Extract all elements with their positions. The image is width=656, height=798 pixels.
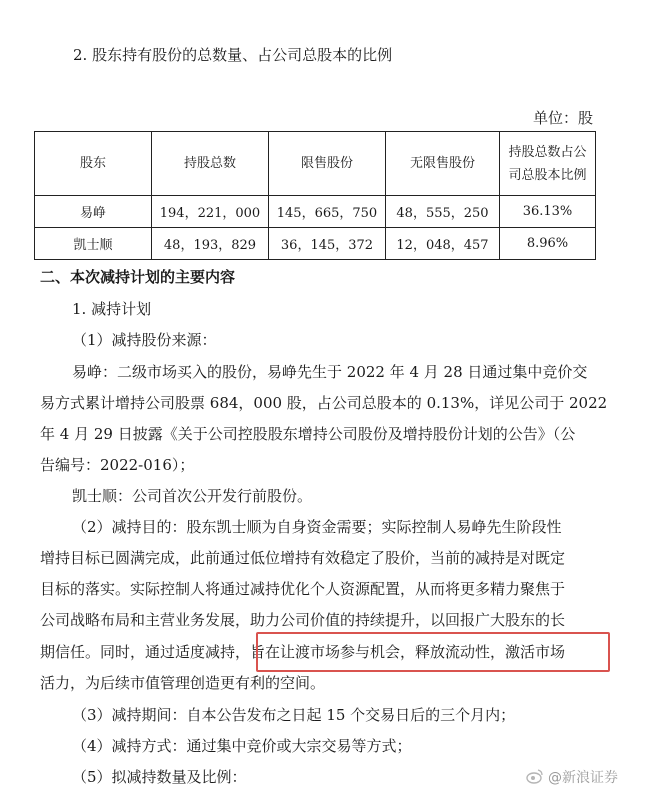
source-watermark: @新浪证券 (548, 770, 618, 786)
paragraph-line: （3）减持期间：自本公告发布之日起 15 个交易日后的三个月内； (72, 706, 516, 724)
table-row (35, 228, 596, 260)
paragraph-line: 告编号：2022-016）； (40, 456, 195, 474)
header-cell-total: 持股总数 (152, 132, 269, 196)
table-row (35, 196, 596, 228)
paragraph-line: 目标的落实。实际控制人将通过减持优化个人资源配置，从而将更多精力聚焦于 (40, 580, 566, 598)
paragraph-line: （4）减持方式：通过集中竞价或大宗交易等方式； (72, 737, 412, 755)
table-cell: 48，193，829 (152, 228, 269, 260)
header-cell-unrestricted: 无限售股份 (386, 132, 500, 196)
paragraph-line: 年 4 月 29 日披露《关于公司控股股东增持公司股份及增持股份计划的公告》（公 (40, 425, 576, 443)
table-cell: 易峥 (35, 196, 152, 228)
header-ratio-line1: 持股总数占公 (508, 144, 587, 160)
header-ratio-line2: 司总股本比例 (508, 167, 587, 183)
paragraph-line: 期信任。同时，通过适度减持，旨在让渡市场参与机会，释放流动性，激活市场 (40, 643, 566, 661)
paragraph-line: （5）拟减持数量及比例： (72, 768, 247, 786)
table-cell: 36.13% (500, 196, 596, 228)
table-cell: 145，665，750 (269, 196, 386, 228)
shareholding-table (34, 131, 596, 260)
paragraph-line: 凯士顺：公司首次公开发行前股份。 (72, 487, 313, 505)
unit-label: 单位：股 (533, 109, 594, 127)
table-cell: 凯士顺 (35, 228, 152, 260)
subheading-plan: 1. 减持计划 (72, 300, 152, 318)
section-title: 2. 股东持有股份的总数量、占公司总股本的比例 (73, 46, 393, 64)
header-cell-shareholder: 股东 (35, 132, 152, 196)
paragraph-line: 易方式累计增持公司股票 684，000 股，占公司总股本的 0.13%，详见公司于 2022 (40, 394, 608, 412)
paragraph-line: （1）减持股份来源： (72, 331, 217, 349)
table-cell: 194，221，000 (152, 196, 269, 228)
table-cell: 36，145，372 (269, 228, 386, 260)
paragraph-line: 易峥：二级市场买入的股份，易峥先生于 2022 年 4 月 28 日通过集中竞价交 (72, 363, 588, 381)
header-cell-restricted: 限售股份 (269, 132, 386, 196)
paragraph-line: 公司战略布局和主营业务发展，助力公司价值的持续提升，以回报广大股东的长 (40, 611, 566, 629)
header-cell-ratio (500, 132, 596, 196)
table-cell: 8.96% (500, 228, 596, 260)
paragraph-line: 增持目标已圆满完成，此前通过低位增持有效稳定了股价，当前的减持是对既定 (40, 549, 566, 567)
weibo-logo-icon (526, 767, 544, 785)
paragraph-line: 活力，为后续市值管理创造更有利的空间。 (40, 674, 326, 692)
table-cell: 48，555，250 (386, 196, 500, 228)
table-header-row (35, 132, 596, 196)
heading-reduction-plan: 二、本次减持计划的主要内容 (40, 268, 236, 286)
paragraph-line: （2）减持目的：股东凯士顺为自身资金需要；实际控制人易峥先生阶段性 (72, 518, 562, 536)
table-cell: 12，048，457 (386, 228, 500, 260)
highlight-annotation-box (256, 632, 610, 672)
